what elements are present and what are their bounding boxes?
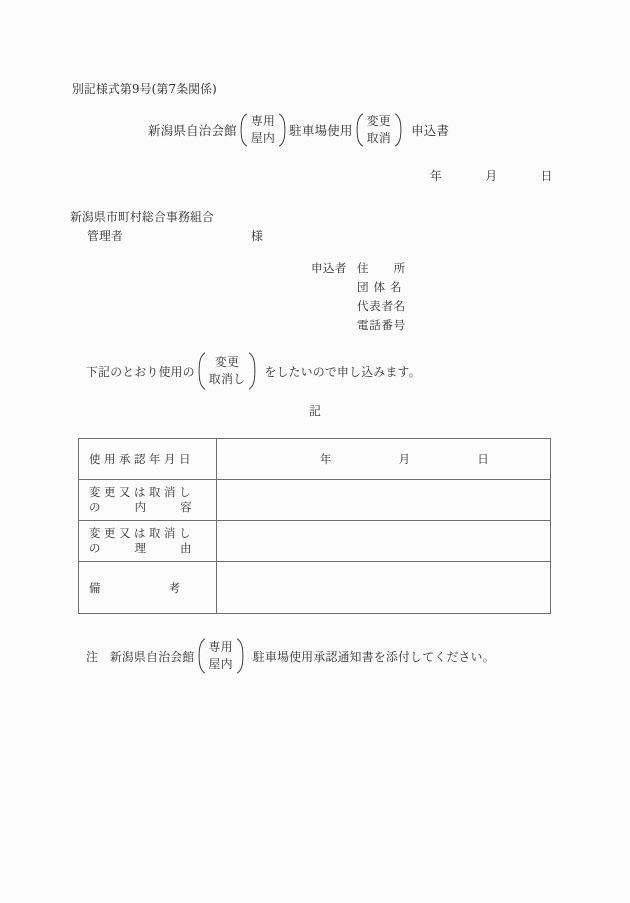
form-number: 別記様式第9号(第7条関係) — [72, 82, 217, 96]
brace-right-icon — [248, 352, 257, 390]
statement-option-top: 変更 — [214, 354, 240, 369]
footer-note — [86, 638, 495, 674]
table-row — [79, 439, 551, 480]
note-prefix: 新潟県自治会館 — [109, 649, 195, 664]
applicant-row — [311, 279, 417, 298]
title-brace-group-action — [355, 113, 403, 147]
label-line-1: 変 更 又 は 取 消 し — [89, 484, 191, 499]
ki-marker: 記 — [309, 404, 321, 418]
approval-date-fields — [227, 451, 489, 467]
brace-left-icon — [239, 113, 248, 147]
table-row-label-remarks — [79, 562, 217, 614]
brace-right-icon — [236, 638, 245, 674]
applicant-field-group-name: 団 体 名 — [357, 280, 403, 294]
title-middle: 駐車場使用 — [289, 123, 353, 139]
label-text: 備 考 — [89, 580, 181, 595]
title-option-top: 専用 — [250, 114, 276, 128]
label-text — [89, 485, 206, 516]
date-month-label: 月 — [485, 169, 498, 183]
table-row-value-change-reason[interactable] — [217, 521, 551, 562]
statement-brace-group — [197, 352, 258, 390]
brace-left-icon — [355, 113, 364, 147]
statement-options — [206, 354, 249, 388]
table-row-label-approval-date — [79, 439, 217, 480]
statement-prefix: 下記のとおり使用の — [86, 364, 195, 379]
label-text — [89, 526, 206, 557]
date-day-label: 日 — [540, 169, 553, 183]
statement-suffix: をしたいので申し込みます。 — [264, 364, 421, 379]
approval-day-label: 日 — [477, 452, 489, 466]
note-suffix: 駐車場使用承認通知書を添付してください。 — [252, 649, 495, 664]
label-line-1: 変 更 又 は 取 消 し — [89, 525, 191, 540]
label-text: 使 用 承 認 年 月 日 — [89, 452, 191, 466]
note-brace-group — [197, 638, 245, 674]
title-option-bottom: 屋内 — [250, 131, 276, 146]
table-row-value-approval-date[interactable] — [217, 439, 551, 480]
label-line-2: の 内 容 — [89, 500, 192, 514]
applicant-lead-label: 申込者 — [311, 261, 347, 275]
table-row-label-change-content — [79, 480, 217, 521]
note-option-top: 専用 — [208, 639, 233, 654]
date-year-label: 年 — [430, 169, 442, 183]
applicant-row — [311, 317, 417, 336]
title-brace-group-usage — [239, 113, 287, 147]
table-row-value-change-content[interactable] — [217, 480, 551, 521]
note-mark: 注 — [86, 649, 98, 664]
applicant-field-address: 住 所 — [357, 261, 406, 275]
title-action-top: 変更 — [366, 114, 392, 128]
approval-year-label: 年 — [320, 452, 332, 466]
applicant-row — [311, 260, 417, 279]
applicant-block — [311, 260, 417, 336]
addressee-role: 管理者 — [87, 229, 123, 243]
table-row-label-change-reason — [79, 521, 217, 562]
brace-right-icon — [278, 113, 287, 147]
label-line-2: の 理 由 — [89, 541, 192, 555]
applicant-field-phone: 電話番号 — [357, 318, 406, 332]
date-line — [430, 167, 552, 184]
brace-right-icon — [394, 113, 403, 147]
form-table — [78, 438, 551, 614]
statement-option-bottom: 取消し — [208, 372, 246, 386]
addressee-organization: 新潟県市町村総合事務組合 — [70, 210, 214, 224]
table-row — [79, 521, 551, 562]
table-row — [79, 480, 551, 521]
table-row-value-remarks[interactable] — [217, 562, 551, 614]
statement-line — [86, 352, 421, 390]
title-suffix: 申込書 — [411, 123, 450, 139]
title-prefix: 新潟県自治会館 — [148, 123, 237, 139]
note-options — [206, 639, 236, 673]
table-row — [79, 562, 551, 614]
addressee-honorific: 様 — [251, 229, 263, 243]
approval-month-label: 月 — [398, 452, 411, 466]
document-title — [148, 113, 449, 147]
title-brace-options — [248, 113, 278, 147]
title-action-options — [364, 113, 394, 147]
applicant-field-representative: 代表者名 — [357, 299, 406, 313]
applicant-row — [311, 298, 417, 317]
brace-left-icon — [197, 638, 206, 674]
title-action-bottom: 取消 — [366, 131, 392, 146]
note-option-bottom: 屋内 — [208, 657, 233, 671]
brace-left-icon — [197, 352, 206, 390]
